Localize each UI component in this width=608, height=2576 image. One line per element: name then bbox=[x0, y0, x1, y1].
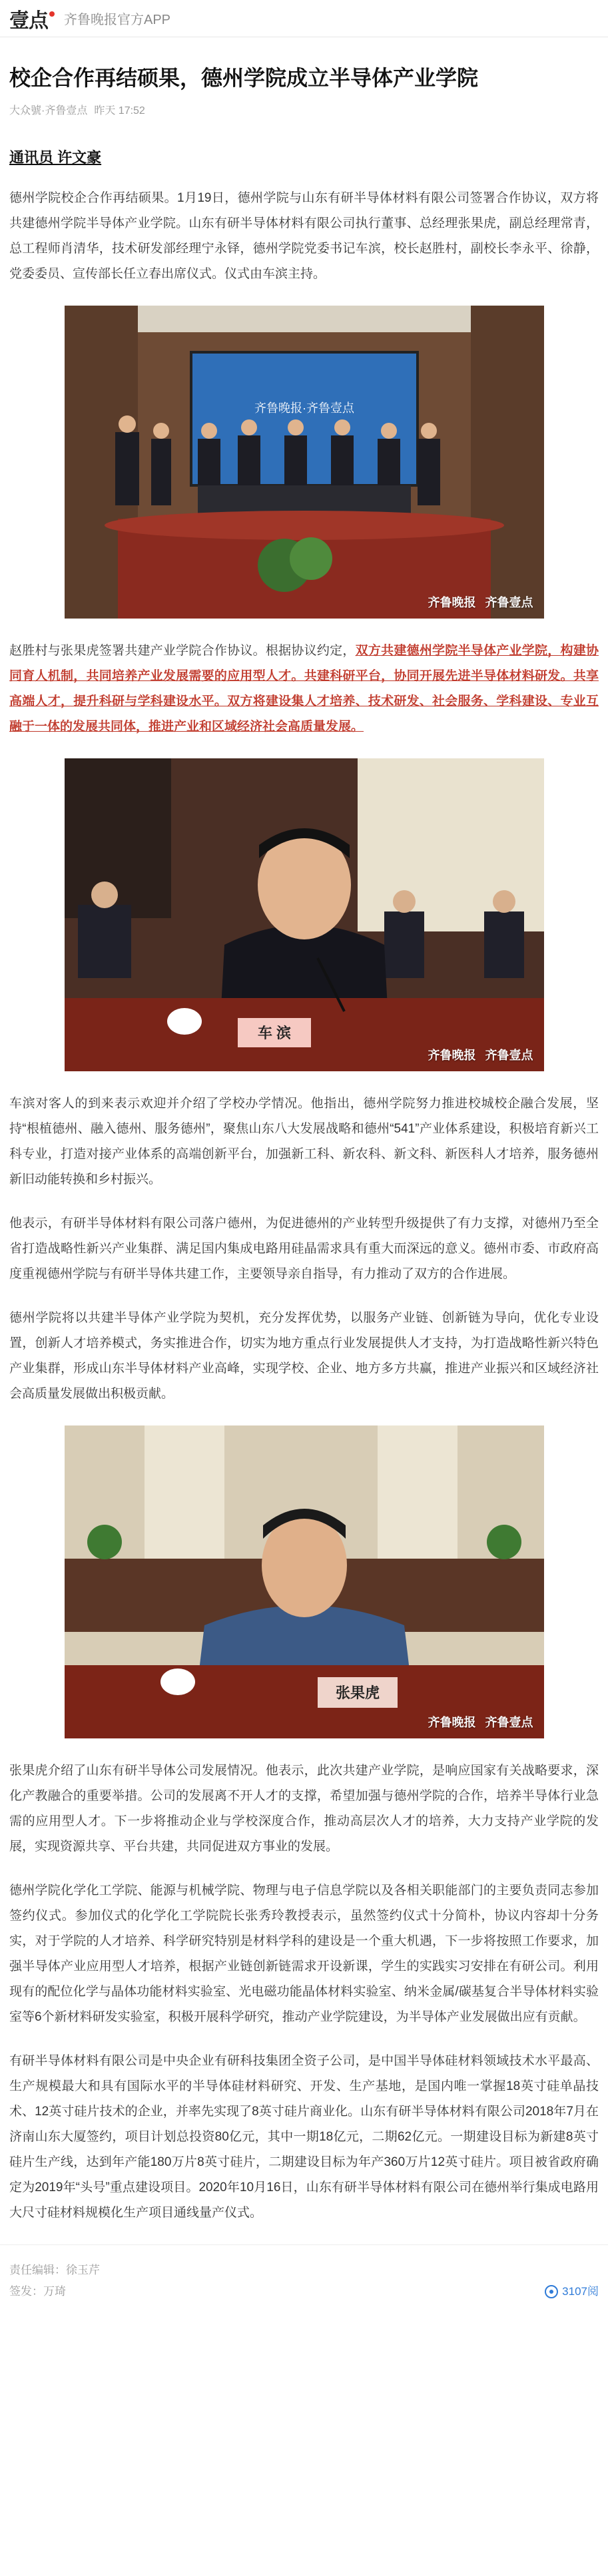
photo-3-watermark bbox=[428, 1713, 533, 1730]
watermark-text: 齐鲁壹点 bbox=[485, 1716, 533, 1730]
photo-zhang-guohu[interactable] bbox=[65, 1425, 544, 1738]
watermark-text: 齐鲁壹点 bbox=[485, 596, 533, 610]
paragraph-5: 德州学院将以共建半导体产业学院为契机，充分发挥优势，以服务产业链、创新链为导向，优化专业设置，创新人才培养模式，务实推进合作，切实为地方重点行业发展提供人才支持，为打造战略性新兴特色产业集群，形成山东半导体材料产业高峰，实现学校、企业、地方多方共赢，推进产业振兴和区域经济社会高质量发展做出积极贡献。 bbox=[9, 1311, 599, 1402]
paragraph-8: 有研半导体材料有限公司是中央企业有研科技集团全资子公司，是中国半导体硅材料领域技术水平最高、生产规模最大和具有国际水平的半导体硅材料研究、开发、生产基地，是国内唯一掌握18英寸硅单晶技术、12英寸硅片技术的企业，并率先实现了8英寸硅片商业化。山东有研半导体材料有限公司2018年7月在济南山东大厦签约，项目计划总投资80亿元，其中一期18亿元，二期62亿元。一期建设目标为新建8英寸硅片生产线，达到年产能180万片8英寸硅片，二期建设目标为年产360万片12英寸硅片。项目被省政府确定为2019年“头号”重点建设项目。2020年10月16日，山东有研半导体材料有限公司在德州举行集成电路用大尺寸硅材料规模化生产项目通线量产仪式。 bbox=[9, 2054, 599, 2220]
app-logo[interactable] bbox=[9, 4, 55, 33]
photo-1-watermark bbox=[428, 593, 533, 611]
nameplate-text: 车 滨 bbox=[257, 1025, 291, 1042]
view-count bbox=[545, 2281, 599, 2302]
paragraph-3: 车滨对客人的到来表示欢迎并介绍了学校办学情况。他指出，德州学院努力推进校城校企融合发展，坚持“根植德州、融入德州、服务德州”，聚焦山东八大发展战略和德州“541”产业体系建设，积极培育新兴工科专业，打造对接产业体系的高端创新平台，加强新工科、新农科、新文科、新医科人才培养，服务德州新旧动能转换和乡村振兴。 bbox=[9, 1097, 599, 1187]
editor-credit: 责任编辑：徐玉芹 bbox=[9, 2264, 100, 2277]
screen-text: 齐鲁晚报·齐鲁壹点 bbox=[254, 401, 354, 415]
article-meta bbox=[9, 102, 599, 117]
article-title: 校企合作再结硕果，德州学院成立半导体产业学院 bbox=[9, 66, 479, 90]
byline: 通讯员 许文豪 bbox=[9, 149, 102, 166]
logo-dot-icon bbox=[49, 11, 55, 17]
photo-che-bin[interactable] bbox=[65, 758, 544, 1071]
watermark-text: 齐鲁晚报 bbox=[428, 1716, 476, 1730]
paragraph-2-lead: 赵胜村与张果虎签署共建产业学院合作协议。根据协议约定， bbox=[9, 644, 356, 658]
photo-signing-ceremony[interactable] bbox=[65, 306, 544, 619]
view-count-text: 3107阅 bbox=[562, 2285, 599, 2298]
watermark-text: 齐鲁晚报 bbox=[428, 1049, 476, 1063]
watermark-text: 齐鲁壹点 bbox=[485, 1049, 533, 1063]
paragraph-2-highlight: 双方共建德州学院半导体产业学院，构建协同育人机制，共同培养产业发展需要的应用型人才。共建科研平台，协同开展先进半导体材料研发。共享高端人才，提升科研与学科建设水平。双方将建设集人才培养、技术研发、社会服务、学科建设、专业互融于一体的发展共同体，推进产业和区域经济社会高质量发展。 bbox=[9, 644, 599, 734]
top-bar bbox=[0, 0, 608, 37]
nameplate-text: 张果虎 bbox=[335, 1684, 380, 1702]
article-source[interactable]: 大众號·齐鲁壹点 bbox=[9, 105, 88, 117]
article-time: 昨天 17:52 bbox=[94, 105, 145, 117]
eye-icon bbox=[545, 2285, 558, 2298]
app-name: 齐鲁晚报官方APP bbox=[64, 13, 171, 27]
review-credit: 签发：万琦 bbox=[9, 2285, 66, 2298]
article-footer bbox=[0, 2244, 608, 2317]
paragraph-7: 德州学院化学化工学院、能源与机械学院、物理与电子信息学院以及各相关职能部门的主要负责同志参加签约仪式。参加仪式的化学化工学院院长张秀玲教授表示，虽然签约仪式十分简朴，协议内容却十分务实，对于学院的人才培养、科学研究特别是材料学科的建设是一个重大机遇，下一步将按照工作要求，加强半导体产业应用型人才培养，根据产业链创新链需求开设新课，学生的实践实习安排在有研公司。利用现有的配位化学与晶体功能材料实验室、光电磁功能晶体材料实验室、纳米金属/碳基复合半导体材料实验室等6个新材料研发实验室，积极开展科学研究，推动产业学院建设，为半导体产业发展做出应有贡献。 bbox=[9, 1884, 599, 2025]
photo-2-watermark bbox=[428, 1046, 533, 1063]
paragraph-1: 德州学院校企合作再结硕果。1月19日，德州学院与山东有研半导体材料有限公司签署合作协议，双方将共建德州学院半导体产业学院。山东有研半导体材料有限公司执行董事、总经理张果虎，副总经理常青，总工程师肖清华，技术研发部经理宁永铎，德州学院党委书记车滨，校长赵胜村，副校长李永平、徐静，党委委员、宣传部长任立春出席仪式。仪式由车滨主持。 bbox=[9, 191, 599, 282]
photo-1-illustration bbox=[65, 306, 544, 619]
article-body bbox=[0, 64, 608, 2226]
logo-text: 壹点 bbox=[9, 9, 48, 32]
watermark-text: 齐鲁晚报 bbox=[428, 596, 476, 610]
paragraph-4: 他表示，有研半导体材料有限公司落户德州，为促进德州的产业转型升级提供了有力支撑，对德州乃至全省打造战略性新兴产业集群、满足国内集成电路用硅晶需求具有重大而深远的意义。德州市委、市政府高度重视德州学院与有研半导体共建工作，主要领导亲自指导，有力推动了双方的合作进展。 bbox=[9, 1216, 599, 1282]
photo-2-illustration bbox=[65, 758, 544, 1071]
paragraph-6: 张果虎介绍了山东有研半导体公司发展情况。他表示，此次共建产业学院，是响应国家有关战略要求，深化产教融合的重要举措。公司的发展离不开人才的支撑，希望加强与德州学院的合作，培养半导体行业急需的应用型人才。下一步将推动企业与学校深度合作，推动高层次人才的培养，大力支持产业学院的发展，实现资源共享、平台共建，共同促进双方事业的发展。 bbox=[9, 1764, 599, 1854]
photo-3-illustration bbox=[65, 1425, 544, 1738]
paragraph-2 bbox=[9, 639, 599, 740]
